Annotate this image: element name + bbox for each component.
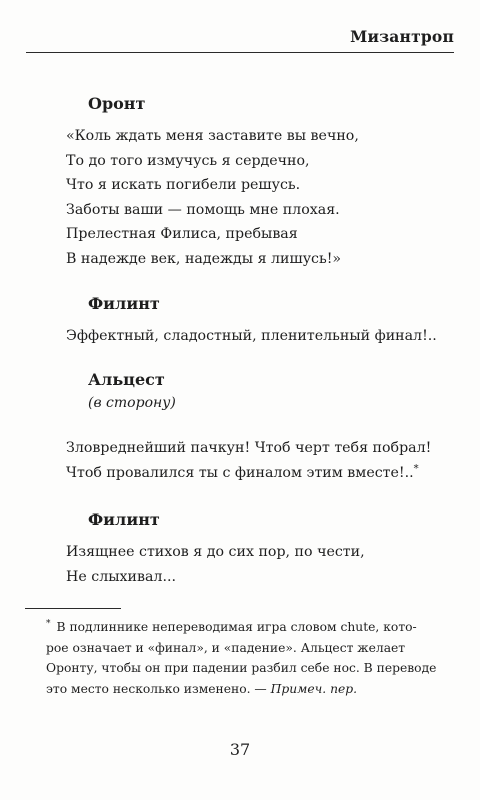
verse-line-text: Чтоб провалился ты с финалом этим вместе!.. bbox=[66, 464, 414, 481]
footnote-rule bbox=[25, 608, 121, 609]
verse-line: Заботы ваши — помощь мне плохая. bbox=[66, 201, 340, 218]
verse-line: То до того измучусь я сердечно, bbox=[66, 152, 310, 169]
footnote-reference: * bbox=[413, 463, 419, 475]
verse-line: Изящнее стихов я до сих пор, по чести, bbox=[66, 544, 365, 561]
footnote-line: это место несколько изменено. — Примеч. пер. bbox=[46, 681, 358, 696]
verse-line: Зловреднейший пачкун! Чтоб черт тебя побрал! bbox=[66, 440, 432, 457]
footnote-line: Оронту, чтобы он при падении разбил себе нос. В переводе bbox=[46, 661, 437, 675]
verse-line: Что я искать погибели решусь. bbox=[66, 177, 301, 194]
speaker-filint: Филинт bbox=[88, 293, 160, 313]
verse-line: В надежде век, надежды я лишусь!» bbox=[66, 250, 342, 267]
verse-line bbox=[66, 461, 446, 486]
page-number: 37 bbox=[229, 740, 251, 759]
footnote bbox=[46, 617, 437, 699]
verse-filint bbox=[66, 324, 446, 349]
running-head: Мизантроп bbox=[350, 27, 454, 46]
stage-direction: (в сторону) bbox=[88, 395, 176, 412]
speaker-filint-2: Филинт bbox=[88, 510, 160, 530]
verse-line: «Коль ждать меня заставите вы вечно, bbox=[66, 128, 359, 144]
play-text bbox=[66, 94, 446, 590]
header-rule bbox=[26, 52, 454, 53]
verse-line: Не слыхивал... bbox=[66, 568, 176, 585]
verse-line: Эффектный, сладостный, пленительный финал!.. bbox=[66, 327, 437, 344]
footnote-line: рое означает и «финал», и «падение». Альцест желает bbox=[46, 640, 406, 655]
verse-filint-2 bbox=[66, 540, 446, 589]
verse-oront bbox=[66, 124, 446, 272]
verse-alceste bbox=[66, 436, 446, 485]
verse-line: Прелестная Филиса, пребывая bbox=[66, 226, 298, 243]
footnote-line: * В подлиннике непереводимая игра словом chute, кото- bbox=[46, 618, 417, 634]
footnote-mark: * bbox=[46, 618, 51, 629]
speaker-oront: Оронт bbox=[88, 94, 146, 113]
footnote-attribution: Примеч. пер. bbox=[270, 681, 358, 696]
speaker-alceste: Альцест bbox=[88, 370, 165, 390]
